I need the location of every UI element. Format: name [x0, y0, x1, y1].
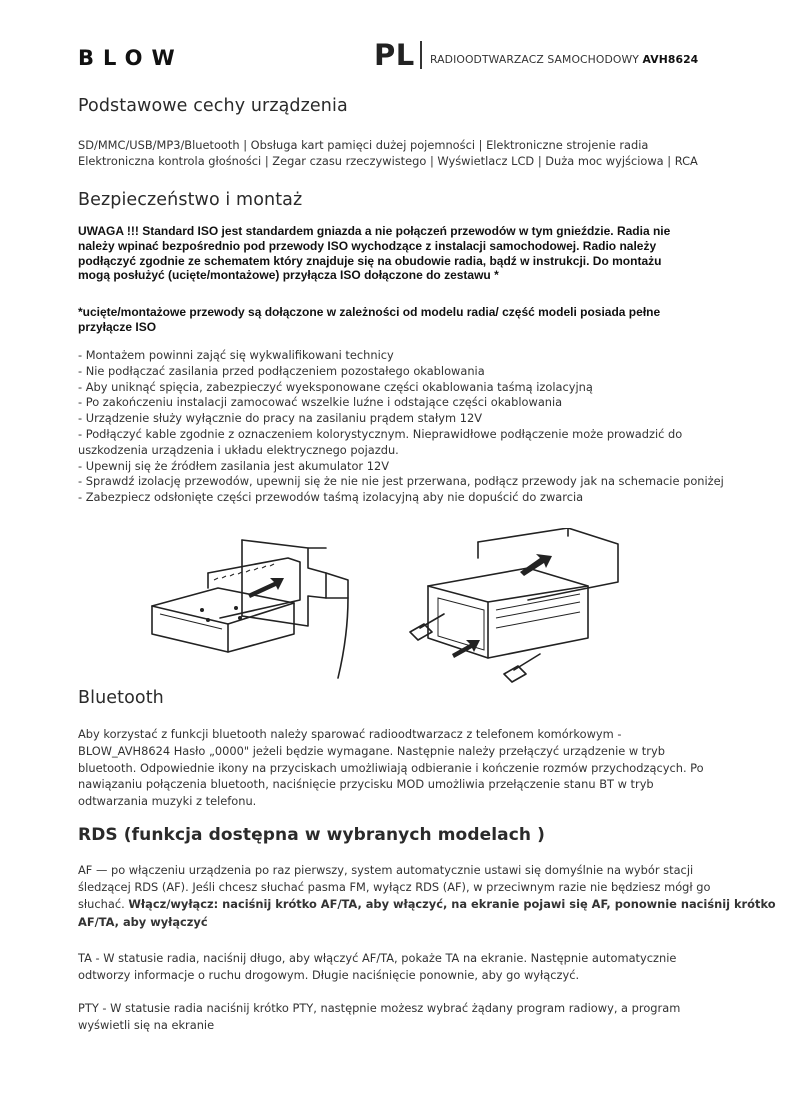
list-item: - Aby uniknąć spięcia, zabezpieczyć wyeksponowane części okablowania taśmą izolacyjną	[78, 379, 593, 394]
note-line: przyłącze ISO	[78, 319, 157, 334]
safety-heading: Bezpieczeństwo i montaż	[78, 190, 303, 210]
af-line3-plain: słuchać.	[78, 897, 129, 912]
language-code: PL	[374, 38, 415, 72]
af-line3-bold: Włącz/wyłącz: naciśnij krótko AF/TA, aby włączyć, na ekranie pojawi się AF, ponownie naciśnij krótko	[128, 897, 776, 912]
features-line: SD/MMC/USB/MP3/Bluetooth | Obsługa kart pamięci dużej pojemności | Elektroniczne strojenie radia	[78, 138, 649, 152]
features-line: Elektroniczna kontrola głośności | Zegar czasu rzeczywistego | Wyświetlacz LCD | Duża moc wyjściowa | RCA	[78, 154, 698, 168]
rds-ta-text	[78, 950, 723, 984]
bluetooth-text	[78, 726, 723, 810]
list-item: uszkodzenia urządzenia i układu elektrycznego pojazdu.	[78, 442, 399, 457]
list-item: - Po zakończeniu instalacji zamocować wszelkie luźne i odstające części okablowania	[78, 395, 563, 410]
af-line4-bold: AF/TA, aby wyłączyć	[78, 914, 208, 929]
rds-ta-line: odtworzy informacje o ruchu drogowym. Długie naciśnięcie ponownie, aby go wyłączyć.	[78, 968, 580, 983]
rds-heading: RDS (funkcja dostępna w wybranych modelach )	[78, 825, 545, 845]
installation-figures	[148, 528, 648, 693]
rds-pty-line: wyświetli się na ekranie	[78, 1018, 215, 1033]
list-item: - Upewnij się że źródłem zasilania jest akumulator 12V	[78, 458, 390, 473]
rds-pty-line: PTY - W statusie radia naciśnij krótko PTY, następnie możesz wybrać żądany program radiowy, a program	[78, 1001, 681, 1015]
list-item: - Nie podłączać zasilania przed podłączeniem pozostałego okablowania	[78, 363, 485, 378]
iso-note	[78, 305, 728, 335]
installation-left-illustration	[152, 540, 348, 678]
rds-af-line: śledzącej RDS (AF). Jeśli chcesz słuchać pasma FM, wyłącz RDS (AF), w przeciwnym razie nie będziesz mógł go	[78, 880, 711, 895]
model-number: AVH8624	[642, 53, 699, 66]
brand-logo: BLOW	[78, 46, 184, 70]
bluetooth-line: BLOW_AVH8624 Hasło „0000" jeżeli będzie wymagane. Następnie należy przełączyć urządzenie w tryb	[78, 743, 665, 758]
warning-line: należy wpinać bezpośrednio pod przewody ISO wychodzące z instalacji samochodowej. Radio należy	[78, 238, 657, 253]
header-divider	[420, 41, 422, 69]
bluetooth-line: bluetooth. Odpowiednie ikony na przyciskach umożliwiają odbieranie i kończenie rozmów przychodzących. Po	[78, 760, 704, 775]
warning-line: podłączyć zgodnie ze schematem który znajduje się na obudowie radia, bądź w instrukcji. Do montażu	[78, 253, 662, 268]
safety-list	[78, 348, 728, 506]
document-title	[430, 53, 698, 66]
note-line: *ucięte/montażowe przewody są dołączone w zależności od modelu radia/ część modeli posiada pełne	[78, 305, 661, 319]
rds-af-line	[78, 914, 723, 931]
installation-right-illustration	[410, 528, 618, 682]
iso-warning	[78, 224, 728, 283]
list-item: - Zabezpiecz odsłonięte części przewodów taśmą izolacyjną aby nie dopuścić do zwarcia	[78, 490, 584, 505]
features-text	[78, 137, 723, 169]
features-heading: Podstawowe cechy urządzenia	[78, 96, 348, 116]
rds-ta-line: TA - W statusie radia, naciśnij długo, aby włączyć AF/TA, pokaże TA na ekranie. Następnie automatycznie	[78, 951, 677, 965]
warning-line: UWAGA !!! Standard ISO jest standardem gniazda a nie połączeń przewodów w tym gnieździe. Radia nie	[78, 224, 671, 238]
list-item: - Sprawdź izolację przewodów, upewnij się że nie nie jest przerwana, podłącz przewody jak na schemacie poniżej	[78, 474, 724, 489]
title-prefix: RADIOODTWARZACZ SAMOCHODOWY	[430, 53, 639, 66]
list-item: - Urządzenie służy wyłącznie do pracy na zasilaniu prądem stałym 12V	[78, 411, 482, 426]
page-header	[78, 36, 723, 76]
list-item: - Montażem powinni zająć się wykwalifikowani technicy	[78, 348, 394, 362]
rds-af-text	[78, 862, 776, 931]
list-item: - Podłączyć kable zgodnie z oznaczeniem kolorystycznym. Nieprawidłowe podłączenie może prowadzić do	[78, 426, 683, 441]
rds-af-line: AF — po włączeniu urządzenia po raz pierwszy, system automatycznie ustawi się domyślnie na wybór stacji	[78, 863, 694, 877]
bluetooth-line: odtwarzania muzyki z telefonu.	[78, 794, 257, 809]
bluetooth-line: Aby korzystać z funkcji bluetooth należy sparować radioodtwarzacz z telefonem komórkowym -	[78, 727, 622, 741]
rds-af-line	[78, 896, 776, 913]
warning-line: mogą posłużyć (ucięte/montażowe) przyłącza ISO dołączone do zestawu *	[78, 268, 499, 283]
bluetooth-heading: Bluetooth	[78, 688, 164, 708]
rds-pty-text	[78, 1000, 723, 1034]
bluetooth-line: nawiązaniu połączenia bluetooth, naciśnięcie przycisku MOD umożliwia przełączenie stanu BT w tryb	[78, 777, 654, 792]
